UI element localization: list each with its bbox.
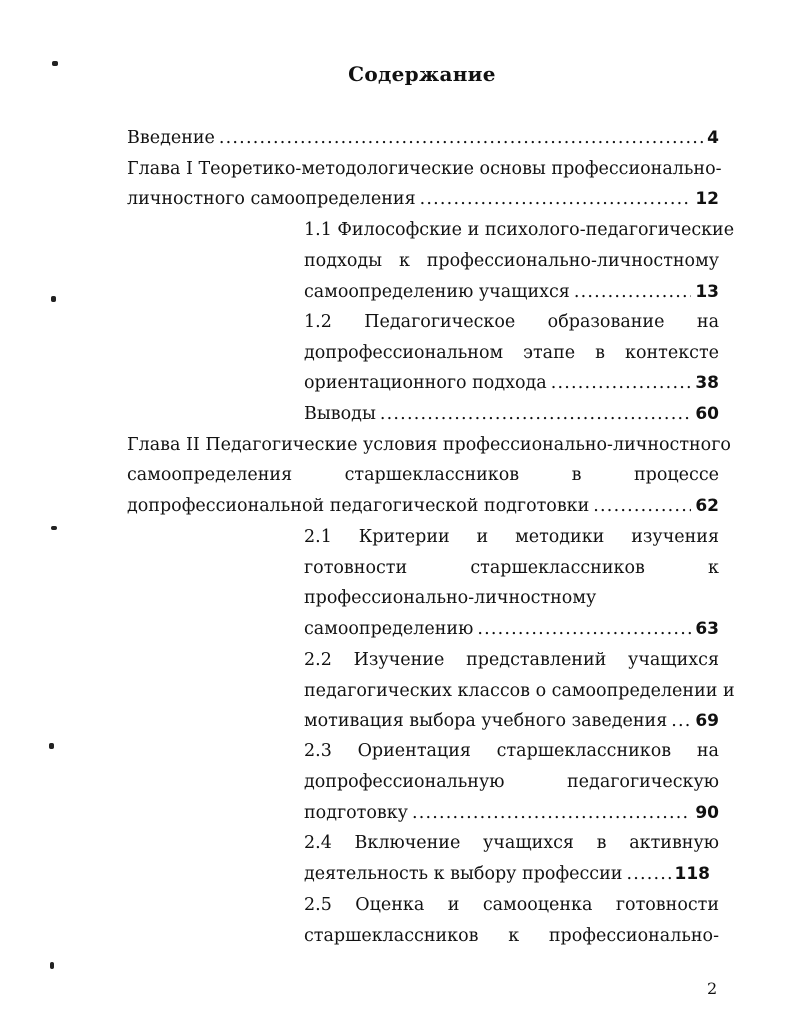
toc-entry-2-3-line: 2.3 Ориентация старшеклассников на	[304, 741, 719, 761]
toc-page-number: 13	[695, 282, 719, 302]
toc-entry-chapter-2-line: Глава II Педагогические условия профессионально-личностного	[127, 435, 731, 455]
toc-page-number: 12	[695, 189, 719, 209]
leader-dots	[412, 798, 691, 828]
toc-page-number: 118	[674, 864, 710, 884]
toc-entry-text: Выводы	[304, 404, 376, 424]
toc-entry-text: ориентационного подхода	[304, 373, 547, 393]
toc-entry-text: подготовку	[304, 803, 408, 823]
toc-entry-2-1-line: 2.1 Критерии и методики изучения	[304, 527, 719, 547]
toc-entry-2-4	[304, 859, 710, 889]
toc-page-number: 4	[707, 128, 719, 148]
toc-entry-text: мотивация выбора учебного заведения	[304, 711, 668, 731]
toc-page-number: 60	[695, 404, 719, 424]
toc-page-number: 62	[695, 496, 719, 516]
page-title: Содержание	[348, 62, 496, 86]
toc-entry-1-1	[304, 277, 719, 307]
leader-dots	[380, 399, 691, 429]
toc-entry-text: самоопределению	[304, 619, 474, 639]
leader-dots	[626, 859, 670, 889]
leader-dots	[593, 491, 691, 521]
toc-entry-2-4-line: 2.4 Включение учащихся в активную	[304, 833, 719, 853]
toc-entry-chapter-1-line: Глава I Теоретико-методологические основы профессионально-	[127, 159, 722, 179]
scan-speck	[51, 296, 56, 302]
scan-speck	[49, 743, 54, 749]
toc-entry-chapter-2-line: самоопределения старшеклассников в процессе	[127, 465, 719, 485]
toc-entry-chapter-1	[127, 184, 719, 214]
scan-speck	[51, 526, 57, 530]
leader-dots	[551, 368, 692, 398]
leader-dots	[420, 184, 692, 214]
toc-entry-conclusions	[304, 399, 719, 429]
toc-entry-chapter-2	[127, 491, 719, 521]
leader-dots	[671, 706, 691, 736]
toc-entry-1-2	[304, 368, 719, 398]
toc-entry-2-3-line: допрофессиональную педагогическую	[304, 772, 719, 792]
toc-page-number: 69	[695, 711, 719, 731]
toc-page-number: 38	[695, 373, 719, 393]
page-number: 2	[707, 979, 718, 998]
toc-entry-1-1-line: 1.1 Философские и психолого-педагогические	[304, 220, 735, 240]
toc-entry-2-5-line: старшеклассников к профессионально-	[304, 926, 719, 946]
toc-entry-2-1	[304, 614, 719, 644]
toc-entry-1-1-line: подходы к профессионально-личностному	[304, 251, 719, 271]
toc-page-number: 63	[695, 619, 719, 639]
toc-entry-2-2-line: 2.2 Изучение представлений учащихся	[304, 650, 719, 670]
leader-dots	[219, 123, 703, 153]
toc-entry-text: личностного самоопределения	[127, 189, 416, 209]
toc-entry-2-2-line: педагогических классов о самоопределении и	[304, 681, 735, 701]
toc-entry-text: допрофессиональной педагогической подготовки	[127, 496, 590, 516]
toc-entry-text: деятельность к выбору профессии	[304, 864, 623, 884]
toc-entry-2-5-line: 2.5 Оценка и самооценка готовности	[304, 895, 719, 915]
toc-page-number: 90	[695, 803, 719, 823]
leader-dots	[477, 614, 691, 644]
toc-entry-1-2-line: 1.2 Педагогическое образование на	[304, 312, 719, 332]
toc-entry-text: Введение	[127, 128, 215, 148]
leader-dots	[574, 277, 692, 307]
toc-entry-2-1-line: готовности старшеклассников к	[304, 558, 719, 578]
scan-speck	[50, 962, 54, 969]
toc-entry-text: самоопределению учащихся	[304, 282, 570, 302]
toc-entry-2-2	[304, 706, 719, 736]
toc-entry-1-2-line: допрофессиональном этапе в контексте	[304, 343, 719, 363]
toc-entry-2-3	[304, 798, 719, 828]
toc-entry-intro	[127, 123, 719, 153]
toc-entry-2-1-line: профессионально-личностному	[304, 588, 597, 608]
